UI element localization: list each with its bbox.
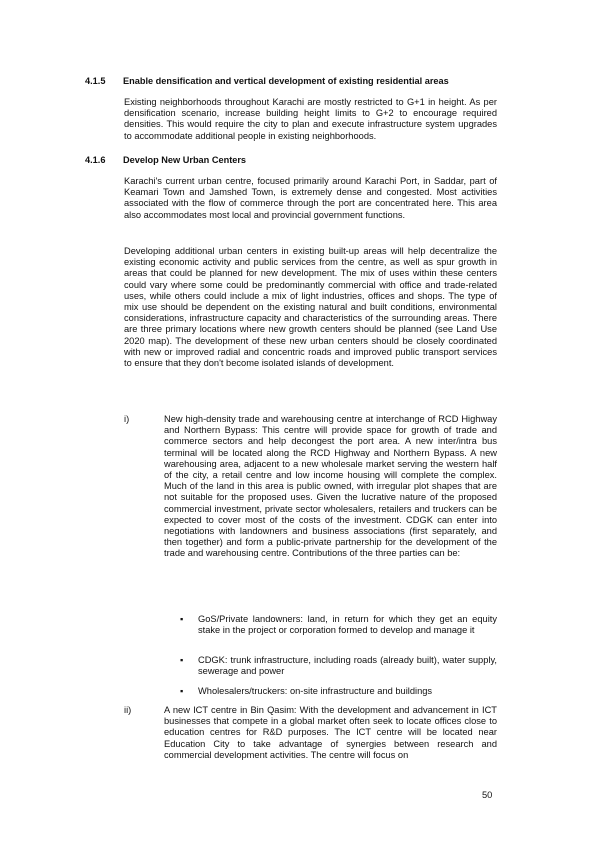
paragraph-densification: Existing neighborhoods throughout Karachi are mostly restricted to G+1 in height. As per densification scenario, increase building height limits to G+2 to encourage required densities. This would require the city to plan and execute infrastructure system upgrades to accommodate additional people in existing neighborhoods. <box>124 97 497 141</box>
section-number: 4.1.5 <box>85 76 106 86</box>
section-title: Develop New Urban Centers <box>123 155 247 165</box>
list-marker: i) <box>124 414 130 424</box>
section-number: 4.1.6 <box>85 155 106 165</box>
paragraph-new-urban-centers: Developing additional urban centers in existing built-up areas will help decentralize the existing economic activity and public services from the centre, as well as spur growth in areas that could be planned for new development. The mix of uses within these centers could vary where some could be predominantly commercial with office and trade-related uses, while others could include a mix of light industries, offices and shops. The type of mix use should be dependent on the existing natural and built conditions, environmental considerations, infrastructure capacity and characteristics of the surrounding areas. There are three primary locations where new growth centers should be planned (see Land Use 2020 map). The development of these new urban centers should be closely coordinated with new or improved radial and concentric roads and improved public transport services to ensure that they don't become isolated islands of development. <box>124 246 497 369</box>
list-item-text: New high-density trade and warehousing centre at interchange of RCD Highway and Northern Bypass: This centre will provide space for growth of trade and commerce sectors and help decongest the port area. A new inter/intra bus terminal will be located along the RCD Highway and Northern Bypass. A new warehousing area, adjacent to a new wholesale market serving the western half of the city, a retail centre and low income housing will complete the complex. Much of the land in this area is public owned, with irregular plot shapes that are not suitable for the proposed uses. Given the lucrative nature of the proposed commercial investment, private sector wholesalers, retailers and truckers can be expected to cover most of the costs of the investment. CDGK can enter into negotiations with landowners and business associations (first separately, and then together) and form a public-private partnership for the development of the trade and warehousing centre. Contributions of the three parties can be: <box>164 414 497 559</box>
bullet-text: Wholesalers/truckers: on-site infrastructure and buildings <box>198 686 433 696</box>
bullet-item <box>180 686 497 697</box>
bullet-square-icon: ▪ <box>180 686 184 696</box>
bullet-text: GoS/Private landowners: land, in return for which they get an equity stake in the project or corporation formed to develop and manage it <box>198 614 497 636</box>
section-title: Enable densification and vertical development of existing residential areas <box>123 76 449 86</box>
bullet-item <box>180 655 497 677</box>
list-marker: ii) <box>124 705 132 715</box>
bullet-text: CDGK: trunk infrastructure, including roads (already built), water supply, sewerage and power <box>198 655 497 677</box>
list-item-text: A new ICT centre in Bin Qasim: With the development and advancement in ICT businesses that compete in a global market often seek to locate offices close to education centres for R&D purposes. The ICT centre will be located near Education City to take advantage of synergies between research and commercial development activities. The centre will focus on <box>164 705 497 760</box>
bullet-square-icon: ▪ <box>180 655 184 665</box>
section-heading-4-1-5 <box>85 75 449 87</box>
list-item <box>124 705 497 761</box>
bullet-item <box>180 614 497 636</box>
paragraph-current-urban-centre: Karachi's current urban centre, focused primarily around Karachi Port, in Saddar, part of Keamari Town and Jamshed Town, is extremely dense and congested. Most activities associated with the flow of commerce through the port are concentrated here. This area also accommodates most local and provincial government functions. <box>124 176 497 220</box>
list-item <box>124 414 497 560</box>
section-heading-4-1-6 <box>85 154 246 166</box>
page-number: 50 <box>482 790 493 800</box>
bullet-square-icon: ▪ <box>180 614 184 624</box>
